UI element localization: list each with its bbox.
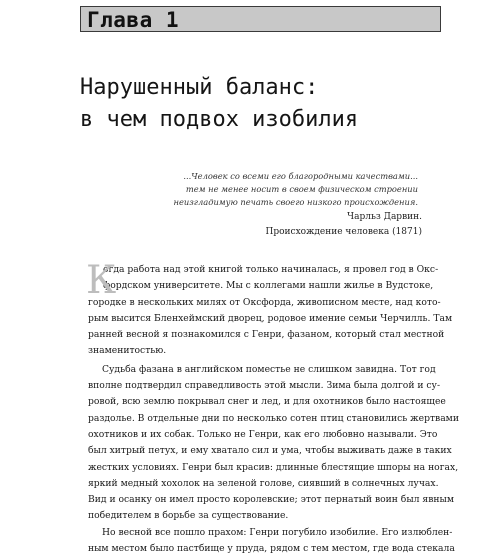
- text-line: городке в нескольких милях от Оксфорда, живописном месте, над кото-: [88, 296, 441, 308]
- chapter-label: Глава 1: [87, 8, 180, 32]
- text-line: ранней весной я познакомился с Генри, фазаном, который стал местной: [88, 329, 445, 341]
- epigraph-author: Чарльз Дарвин.: [347, 212, 422, 222]
- text-line: фордском университете. Мы с коллегами нашли жилье в Вудстоке,: [103, 280, 434, 292]
- epigraph-line: ...Человек со всеми его благородными качествами...: [183, 171, 418, 181]
- chapter-title-line: Нарушенный баланс:: [80, 75, 319, 100]
- epigraph-attribution: [200, 210, 422, 240]
- epigraph-line: тем не менее носит в своем физическом строении: [185, 184, 418, 194]
- paragraph-1: [86, 258, 453, 360]
- text-line: раздолье. В отдельные дни по несколько сотен птиц становились жертвами: [88, 412, 459, 424]
- text-line: ным местом было пастбище у пруда, рядом с тем местом, где вода стекала: [88, 543, 455, 555]
- paragraph-2: [88, 362, 459, 525]
- drop-cap: К: [86, 258, 117, 303]
- chapter-title-line: в чем подвох изобилия: [80, 107, 359, 132]
- text-line: вполне подтвердил справедливость этой мысли. Зима была долгой и су-: [88, 380, 441, 392]
- paragraph-3: [88, 525, 455, 557]
- text-line: Судьба фазана в английском поместье не слишком завидна. Тот год: [102, 363, 436, 375]
- text-line: победителем в борьбе за существование.: [88, 510, 289, 522]
- text-line: ровой, всю землю покрывал снег и лед, и для охотников было настоящее: [88, 396, 446, 408]
- chapter-title: [80, 72, 450, 136]
- text-line: огда работа над этой книгой только начиналась, я провел год в Окс-: [103, 264, 439, 275]
- text-line: знаменитостью.: [88, 345, 167, 357]
- body-text: [86, 258, 459, 557]
- text-line: рым высится Бленхеймский дворец, родовое имение семьи Черчилль. Там: [88, 312, 453, 324]
- text-line: яркий медный хохолок на зеленой голове, сиявший в солнечных лучах.: [88, 477, 439, 489]
- text-line: охотников и их собак. Только не Генри, как его любовно называли. Это: [88, 428, 438, 440]
- text-line: жестких условиях. Генри был красив: длинные блестящие шпоры на ногах,: [88, 461, 459, 473]
- epigraph: [170, 170, 418, 209]
- text-line: был хитрый петух, и ему хватало сил и ума, чтобы выживать даже в таких: [88, 445, 452, 457]
- text-line: Но весной все пошло прахом: Генри погубило изобилие. Его излюблен-: [102, 526, 453, 538]
- chapter-header-bar: [80, 6, 441, 32]
- epigraph-line: неизгладимую печать своего низкого происхождения.: [173, 197, 418, 207]
- epigraph-source: Происхождение человека (1871): [265, 227, 422, 237]
- text-line: Вид и осанку он имел просто королевские; этот пернатый воин был явным: [88, 494, 454, 506]
